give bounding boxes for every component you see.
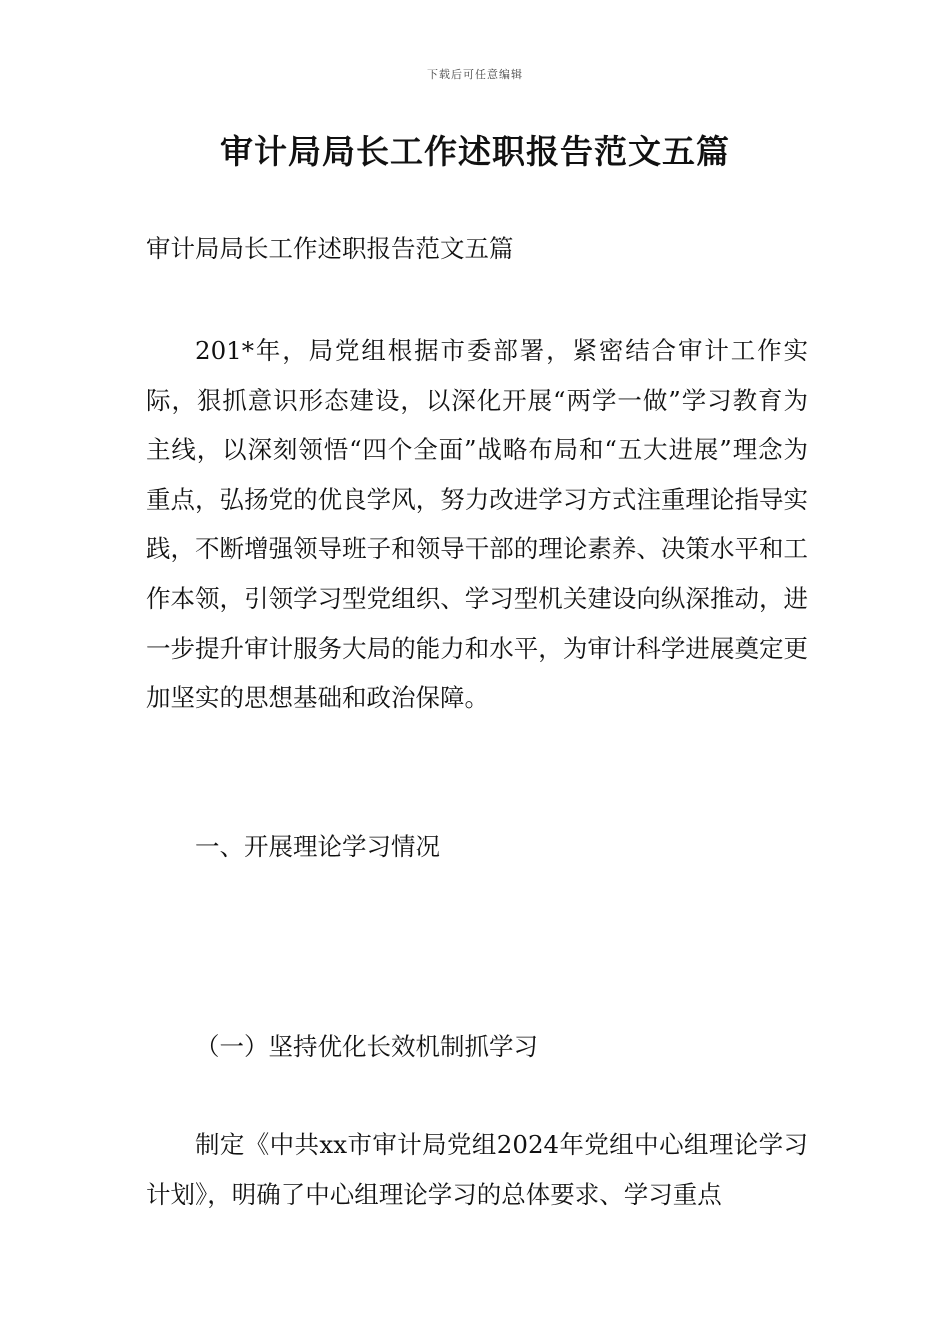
document-subtitle: 审计局局长工作述职报告范文五篇 xyxy=(146,234,514,263)
section-heading: 一、开展理论学习情况 xyxy=(195,832,440,861)
paragraph-plan: 制定《中共xx市审计局党组2024年党组中心组理论学习计划》，明确了中心组理论学习的总体要求、学习重点 xyxy=(146,1130,808,1209)
paragraph-intro: 201*年，局党组根据市委部署，紧密结合审计工作实际，狠抓意识形态建设，以深化开展“两学一做”学习教育为主线，以深刻领悟“四个全面”战略布局和“五大进展”理念为重点，弘扬党的优良学风，努力改进学习方式注重理论指导实践，不断增强领导班子和领导干部的理论素养、决策水平和工作本领，引领学习型党组织、学习型机关建设向纵深推动，进一步提升审计服务大局的能力和水平，为审计科学进展奠定更加坚实的思想基础和政治保障。 xyxy=(146,336,808,713)
header-note: 下载后可任意编辑 xyxy=(427,68,523,81)
document-title: 审计局局长工作述职报告范文五篇 xyxy=(220,132,730,171)
subsection-heading: （一）坚持优化长效机制抓学习 xyxy=(195,1032,538,1061)
